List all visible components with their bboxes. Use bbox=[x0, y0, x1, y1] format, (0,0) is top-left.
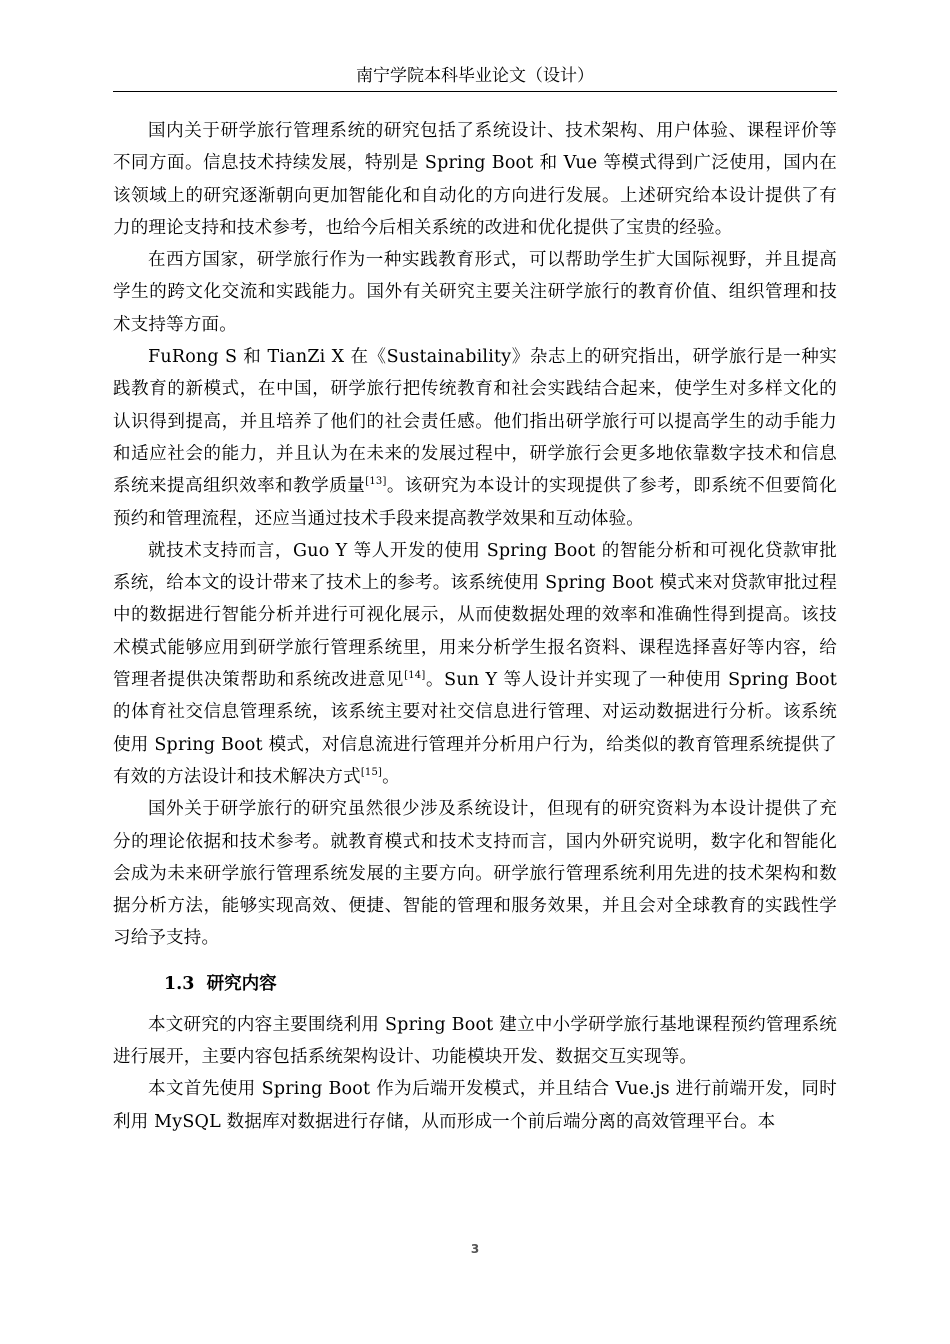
paragraph-text: 。 bbox=[382, 766, 400, 787]
citation-ref: [13] bbox=[365, 476, 387, 488]
paragraph-text: 。该研究为本设计的实现提供了参考，即系统不但要简化预约和管理流程，还应当通过技术手段来提高教学效果和互动体验。 bbox=[113, 476, 837, 529]
citation-ref: [14] bbox=[404, 670, 426, 682]
paragraph-domestic-research: 国内关于研学旅行管理系统的研究包括了系统设计、技术架构、用户体验、课程评价等不同方面。信息技术持续发展，特别是 Spring Boot 和 Vue 等模式得到广泛使用，国内在该领域上的研究逐渐朝向更加智能化和自动化的方向进行发展。上述研究给本设计提供了有力的理论支持和技术参考，也给今后相关系统的改进和优化提供了宝贵的经验。 bbox=[113, 121, 837, 238]
section-number: 1.3 bbox=[164, 973, 195, 994]
paragraph-technical-support bbox=[113, 535, 837, 793]
paragraph-western-countries: 在西方国家，研学旅行作为一种实践教育形式，可以帮助学生扩大国际视野，并且提高学生的跨文化交流和实践能力。国外有关研究主要关注研学旅行的教育价值、组织管理和技术支持等方面。 bbox=[113, 250, 837, 335]
header-divider bbox=[113, 91, 837, 92]
paragraph-foreign-summary: 国外关于研学旅行的研究虽然很少涉及系统设计，但现有的研究资料为本设计提供了充分的理论依据和技术参考。就教育模式和技术支持而言，国内外研究说明，数字化和智能化会成为未来研学旅行管理系统发展的主要方向。研学旅行管理系统利用先进的技术架构和数据分析方法，能够实现高效、便捷、智能的管理和服务效果，并且会对全球教育的实践性学习给予支持。 bbox=[113, 799, 837, 949]
paragraph-text: 。Sun Y 等人设计并实现了一种使用 Spring Boot 的体育社交信息管理系统，该系统主要对社交信息进行管理、对运动数据进行分析。该系统使用 Spring Boot 模式，对信息流进行管理并分析用户行为，给类似的教育管理系统提供了有效的方法设计和技术解决方式 bbox=[113, 670, 837, 787]
section-title: 研究内容 bbox=[206, 973, 277, 994]
paragraph-text: FuRong S 和 TianZi X 在《Sustainability》杂志上的研究指出，研学旅行是一种实践教育的新模式，在中国，研学旅行把传统教育和社会实践结合起来，使学生对多样文化的认识得到提高，并且培养了他们的社会责任感。他们指出研学旅行可以提高学生的动手能力和适应社会的能力，并且认为在未来的发展过程中，研学旅行会更多地依靠数字技术和信息系统来提高组织效率和教学质量 bbox=[113, 347, 837, 497]
section-heading bbox=[113, 969, 837, 999]
page-header: 南宁学院本科毕业论文（设计） bbox=[356, 66, 594, 86]
paragraph-research-content: 本文研究的内容主要围绕利用 Spring Boot 建立中小学研学旅行基地课程预约管理系统进行展开，主要内容包括系统架构设计、功能模块开发、数据交互实现等。 bbox=[113, 1014, 837, 1068]
paragraph-furong-study bbox=[113, 341, 837, 535]
page-number: 3 bbox=[470, 1242, 480, 1256]
citation-ref: [15] bbox=[360, 767, 383, 779]
paragraph-text: 就技术支持而言，Guo Y 等人开发的使用 Spring Boot 的智能分析和可视化贷款审批系统，给本文的设计带来了技术上的参考。该系统使用 Spring Boot 模式来对贷款审批过程中的数据进行智能分析并进行可视化展示，从而使数据处理的效率和准确性得到提高。该技术模式能够应用到研学旅行管理系统里，用来分析学生报名资料、课程选择喜好等内容，给管理者提供决策帮助和系统改进意见 bbox=[113, 540, 837, 691]
document-body bbox=[113, 115, 837, 1138]
paragraph-backend-frontend: 本文首先使用 Spring Boot 作为后端开发模式，并且结合 Vue.js 进行前端开发，同时利用 MySQL 数据库对数据进行存储，从而形成一个前后端分离的高效管理平台。本 bbox=[113, 1079, 837, 1132]
